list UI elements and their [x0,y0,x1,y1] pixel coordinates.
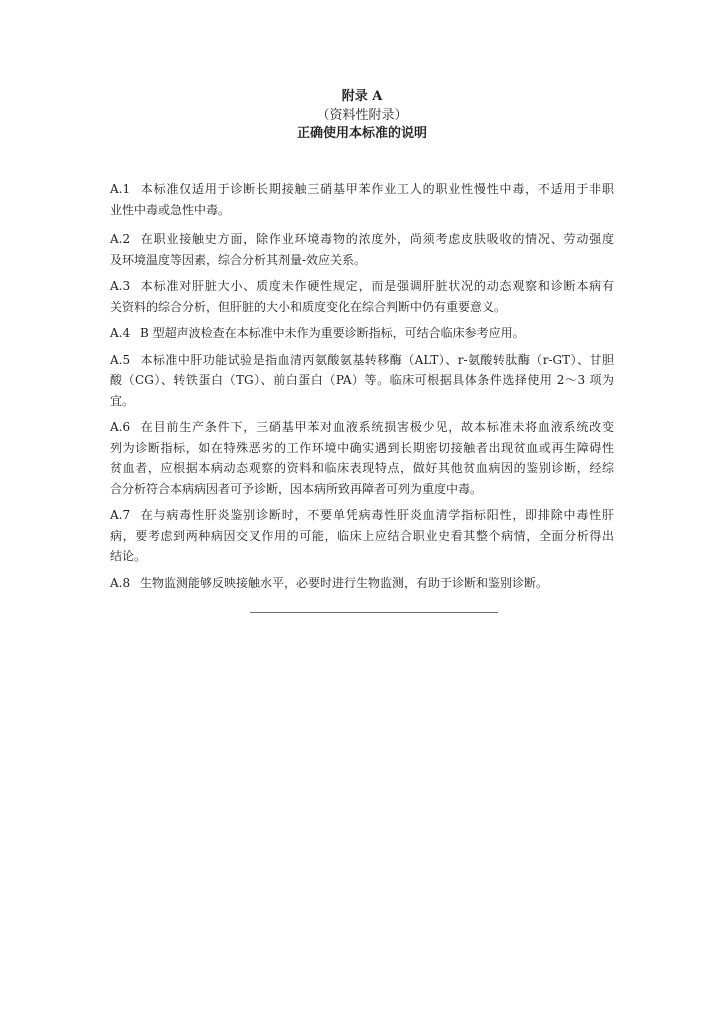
appendix-header [0,88,724,144]
clause-number: A.4 [110,326,131,340]
paragraph-line: 结论。 [110,549,147,563]
clause-a4 [110,323,614,344]
paragraph-line [110,276,614,297]
line-text: 本标准对肝脏大小、质度未作硬性规定，而是强调肝脏状况的动态观察和诊断本病有 [140,279,614,293]
paragraph-line [110,417,614,438]
clause-number: A.3 [110,279,131,293]
clause-a8 [110,573,614,594]
clause-a3 [110,276,614,317]
line-text: 在目前生产条件下，三硝基甲苯对血液系统损害极少见，故本标准未将血液系统改变 [140,420,614,434]
clause-a1 [110,179,614,220]
clause-a6 [110,417,614,499]
clause-number: A.8 [110,575,131,590]
paragraph-line: 宜。 [110,393,135,408]
clause-number: A.6 [110,420,131,434]
appendix-body [110,179,614,599]
paragraph-line [110,229,614,250]
paragraph-line: 病，要考虑到两种病因交叉作用的可能，临床上应结合职业史看其整个病情，全面分析得出 [110,528,614,543]
paragraph-line: 酸（CG）、转铁蛋白（TG）、前白蛋白（PA）等。临床可根据具体条件选择使用 2～3 项为 [110,373,614,387]
clause-a2 [110,229,614,270]
paragraph-line: 关资料的综合分析，但肝脏的大小和质度变化在综合判断中仍有重要意义。 [110,299,507,314]
paragraph-line [110,505,614,526]
clause-number: A.7 [110,508,131,522]
appendix-number: 附录 A [341,89,383,104]
line-text: B 型超声波检查在本标准中未作为重要诊断指标，可结合临床参考应用。 [140,326,525,340]
paragraph-line [110,323,614,344]
appendix-title: 正确使用本标准的说明 [296,126,427,141]
clause-number: A.2 [110,232,131,246]
clause-number: A.1 [110,182,131,196]
line-text: 本标准中肝功能试验是指血清丙氨酸氨基转移酶（ALT）、r-氨酸转肽酶（r-GT）、甘胆 [140,352,614,367]
paragraph-line: 业性中毒或急性中毒。 [110,202,231,217]
clause-a7 [110,505,614,567]
appendix-type: （资料性附录） [316,107,408,123]
end-separator-line [250,612,498,613]
clause-a5 [110,350,614,412]
paragraph-line: 合分析符合本病病因者可予诊断，因本病所致再障者可列为重度中毒。 [110,481,483,496]
paragraph-line [110,179,614,200]
paragraph-line: 及环境温度等因素，综合分析其剂量-效应关系。 [110,252,367,267]
line-text: 生物监测能够反映接触水平，必要时进行生物监测，有助于诊断和鉴别诊断。 [140,575,549,590]
clause-number: A.5 [110,352,131,367]
paragraph-line: 贫血者，应根据本病动态观察的资料和临床表现特点，做好其他贫血病因的鉴别诊断，经综 [110,461,614,475]
line-text: 本标准仅适用于诊断长期接触三硝基甲苯作业工人的职业性慢性中毒，不适用于非职 [140,182,614,196]
paragraph-line: 列为诊断指标，如在特殊恶劣的工作环境中确实遇到长期密切接触者出现贫血或再生障碍性 [110,440,614,455]
line-text: 在职业接触史方面，除作业环境毒物的浓度外，尚须考虑皮肤吸收的情况、劳动强度 [140,232,614,246]
line-text: 在与病毒性肝炎鉴别诊断时，不要单凭病毒性肝炎血清学指标阳性，即排除中毒性肝 [140,508,614,522]
paragraph-line [110,573,614,594]
paragraph-line [110,350,614,371]
